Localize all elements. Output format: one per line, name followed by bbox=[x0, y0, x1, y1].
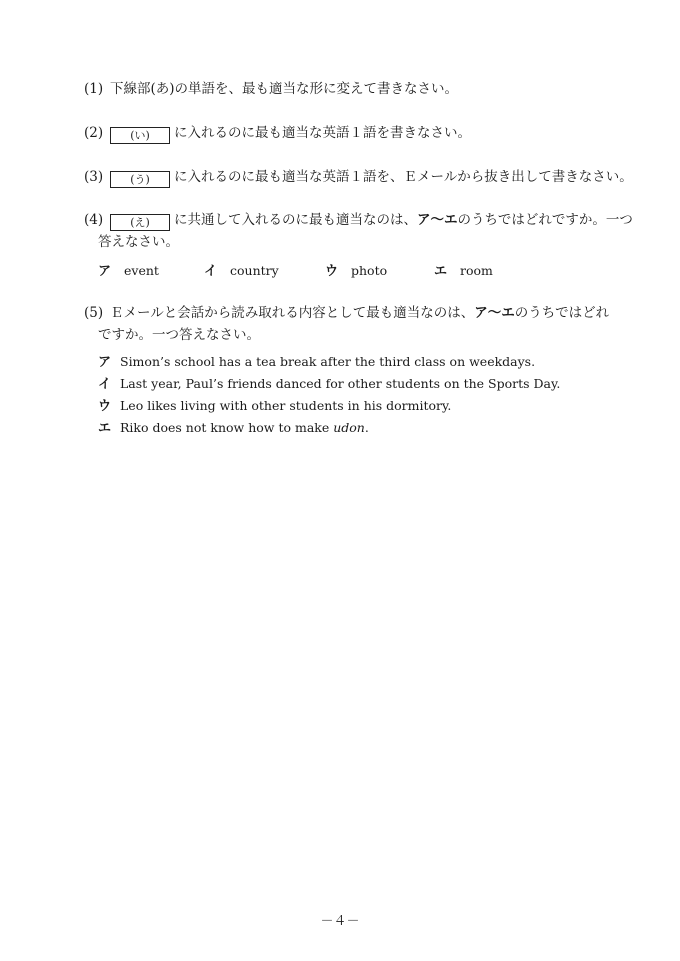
choice-range: ア〜エ bbox=[417, 212, 458, 228]
option-text: Riko does not know how to make bbox=[120, 420, 334, 435]
question-4 bbox=[84, 209, 633, 231]
choice-mark: ア bbox=[98, 264, 112, 279]
option-mark: エ bbox=[98, 421, 112, 436]
question-number: (2) bbox=[84, 125, 104, 141]
question-text: 下線部(あ)の単語を、最も適当な形に変えて書きなさい。 bbox=[110, 81, 459, 97]
choice-mark: エ bbox=[434, 264, 448, 279]
option-text: Leo likes living with other students in his dormitory. bbox=[120, 398, 452, 413]
option-mark: イ bbox=[98, 377, 112, 392]
option-item bbox=[98, 397, 451, 416]
question-number: (1) bbox=[84, 81, 104, 97]
question-text: Ｅメールと会話から読み取れる内容として最も適当なのは、 bbox=[110, 305, 475, 321]
answer-blank-box: (い) bbox=[110, 127, 170, 144]
question-1 bbox=[84, 78, 624, 100]
question-text-cont: のうちではどれ bbox=[514, 305, 610, 321]
option-text-italic: udon bbox=[333, 420, 365, 435]
question-2 bbox=[84, 122, 624, 144]
question-4-line2: 答えなさい。 bbox=[98, 234, 179, 250]
choice-text: country bbox=[230, 263, 279, 278]
question-3 bbox=[84, 166, 633, 188]
choice-text: event bbox=[124, 263, 159, 278]
question-text: に入れるのに最も適当な英語１語を書きなさい。 bbox=[174, 125, 471, 141]
option-text: Simon’s school has a tea break after the third class on weekdays. bbox=[120, 354, 536, 369]
choice-mark: ウ bbox=[325, 264, 339, 279]
choice-text: room bbox=[460, 263, 493, 278]
question-number: (4) bbox=[84, 212, 104, 228]
question-number: (3) bbox=[84, 169, 104, 185]
question-5-line2: ですか。一つ答えなさい。 bbox=[98, 327, 260, 343]
option-item bbox=[98, 375, 560, 394]
option-mark: ウ bbox=[98, 399, 112, 414]
question-text-cont: のうちではどれですか。一つ bbox=[457, 212, 633, 228]
choice-item bbox=[325, 262, 387, 281]
answer-blank-box: (え) bbox=[110, 214, 170, 231]
question-text: に入れるのに最も適当な英語１語を、Ｅメールから抜き出して書きなさい。 bbox=[174, 169, 633, 185]
choice-item bbox=[204, 262, 279, 281]
answer-blank-box: (う) bbox=[110, 171, 170, 188]
option-text-end: . bbox=[364, 420, 369, 435]
choice-item bbox=[98, 262, 159, 281]
choice-range: ア〜エ bbox=[474, 305, 515, 321]
question-5 bbox=[84, 302, 624, 324]
choice-item bbox=[434, 262, 493, 281]
choice-text: photo bbox=[351, 263, 388, 278]
question-4-choices bbox=[0, 262, 680, 282]
option-item bbox=[98, 353, 535, 372]
choice-mark: イ bbox=[204, 264, 218, 279]
question-text: に共通して入れるのに最も適当なのは、 bbox=[174, 212, 417, 228]
option-text: Last year, Paul’s friends danced for other students on the Sports Day. bbox=[120, 376, 561, 391]
option-item bbox=[98, 419, 369, 438]
page-number: －４－ bbox=[320, 914, 360, 929]
question-number: (5) bbox=[84, 305, 104, 321]
option-mark: ア bbox=[98, 355, 112, 370]
